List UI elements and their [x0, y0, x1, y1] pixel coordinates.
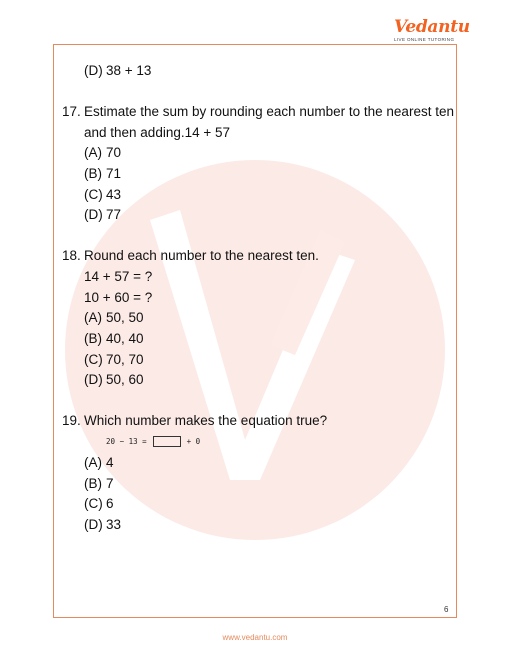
q19-option-b: (B) 7	[84, 476, 114, 491]
equation-left: 20 − 13 =	[106, 437, 147, 446]
q18-number: 18.	[62, 248, 81, 263]
page-number: 6	[444, 605, 449, 614]
q17-text-line2: and then adding.14 + 57	[84, 125, 231, 140]
q18-line2: 10 + 60 = ?	[84, 290, 153, 305]
logo-wordmark: Vedantu	[394, 17, 470, 37]
q16-option-d: (D) 38 + 13	[84, 63, 152, 78]
q17-text-line1: Estimate the sum by rounding each number to the nearest ten	[84, 104, 454, 119]
logo-tagline: LIVE ONLINE TUTORING	[394, 37, 455, 42]
q17-number: 17.	[62, 104, 81, 119]
q18-option-c: (C) 70, 70	[84, 352, 144, 367]
q17-option-a: (A) 70	[84, 145, 122, 160]
equation-right: + 0	[186, 437, 201, 446]
equation-blank-box	[153, 436, 181, 447]
q19-option-c: (C) 6	[84, 496, 114, 511]
q18-option-d: (D) 50, 60	[84, 372, 144, 387]
q19-equation	[106, 436, 200, 447]
q19-option-d: (D) 33	[84, 517, 122, 532]
q19-text: Which number makes the equation true?	[84, 413, 328, 428]
q17-option-b: (B) 71	[84, 166, 122, 181]
q18-option-b: (B) 40, 40	[84, 331, 144, 346]
q18-option-a: (A) 50, 50	[84, 310, 144, 325]
q17-option-d: (D) 77	[84, 207, 122, 222]
q18-line1: 14 + 57 = ?	[84, 269, 153, 284]
q19-number: 19.	[62, 413, 81, 428]
q19-option-a: (A) 4	[84, 455, 114, 470]
footer-url[interactable]: www.vedantu.com	[222, 633, 288, 642]
q17-option-c: (C) 43	[84, 187, 122, 202]
q18-text: Round each number to the nearest ten.	[84, 248, 319, 263]
